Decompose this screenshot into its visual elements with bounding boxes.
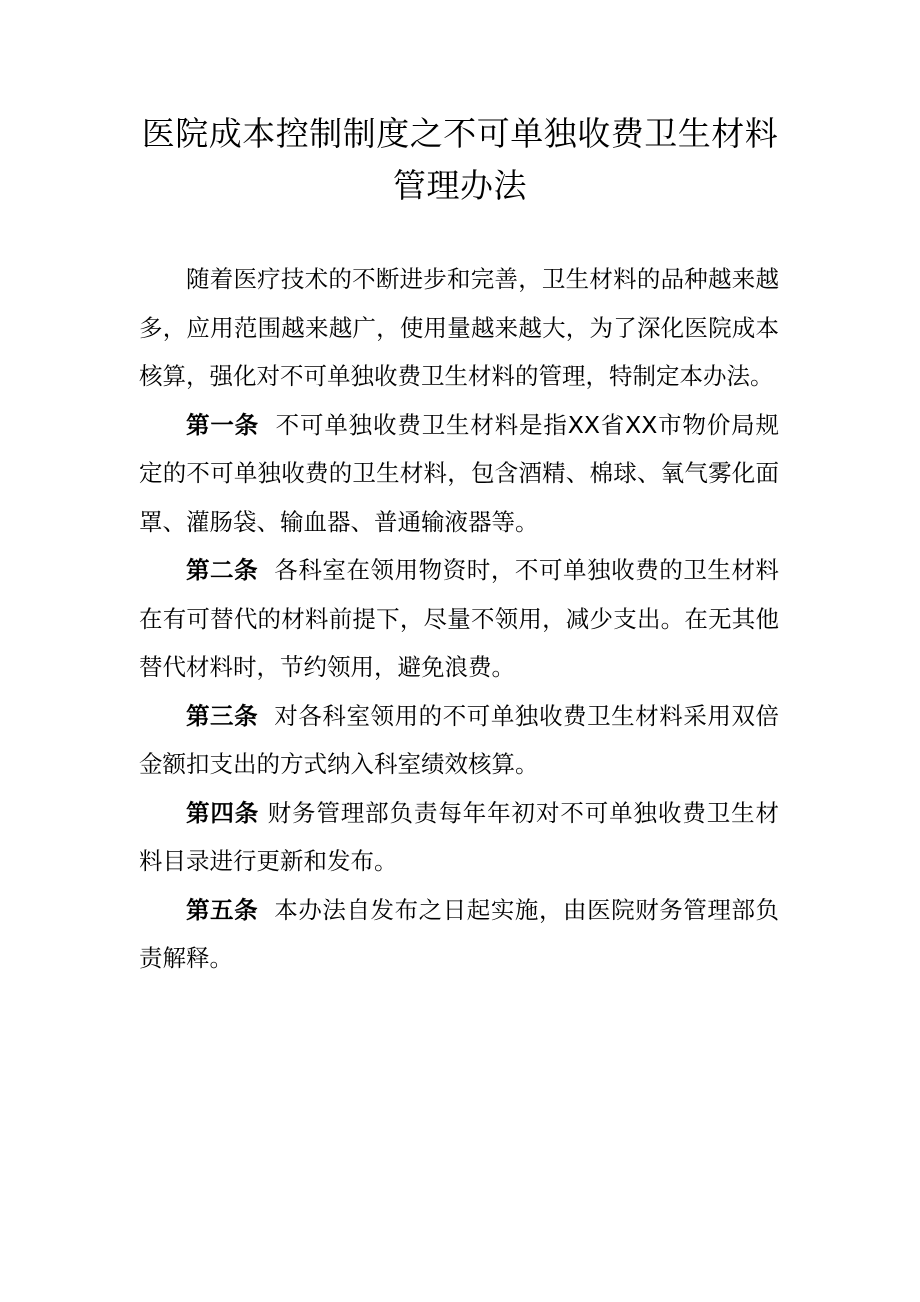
- article-2: [139, 546, 779, 692]
- article-3-text: 对各科室领用的不可单独收费卫生材料采用双倍金额扣支出的方式纳入科室绩效核算。: [139, 701, 780, 778]
- article-2-heading: 第二条: [186, 556, 259, 584]
- article-3-heading: 第三条: [186, 701, 259, 730]
- document-title: [120, 108, 800, 212]
- article-2-text: 各科室在领用物资时，不可单独收费的卫生材料在有可替代的材料前提下，尽量不领用，减少支出。在无其他替代材料时，节约领用，避免浪费。: [139, 556, 780, 681]
- article-5-heading: 第五条: [186, 895, 259, 924]
- article-5-text: 本办法自发布之日起实施，由医院财务管理部负责解释。: [139, 895, 780, 972]
- intro-paragraph: 随着医疗技术的不断进步和完善，卫生材料的品种越来越多，应用范围越来越广，使用量越来越大，为了深化医院成本核算，强化对不可单独收费卫生材料的管理，特制定本办法。: [139, 265, 779, 390]
- article-1-heading: 第一条: [186, 410, 260, 439]
- article-4-heading: 第四条: [186, 798, 260, 827]
- title-line-2: 管理办法: [393, 166, 527, 205]
- article-1: [139, 401, 779, 547]
- article-1-text: 不可单独收费卫生材料是指XX省XX市物价局规定的不可单独收费的卫生材料，包含酒精、棉球、氧气雾化面罩、灌肠袋、输血器、普通输液器等。: [139, 410, 779, 536]
- article-4-text: 财务管理部负责每年年初对不可单独收费卫生材料目录进行更新和发布。: [139, 798, 780, 875]
- article-3: [139, 692, 779, 789]
- title-line-1: 医院成本控制制度之不可单独收费卫生材料: [141, 114, 779, 153]
- document-body: [139, 255, 779, 983]
- article-5: [139, 886, 779, 983]
- article-4: [139, 789, 779, 886]
